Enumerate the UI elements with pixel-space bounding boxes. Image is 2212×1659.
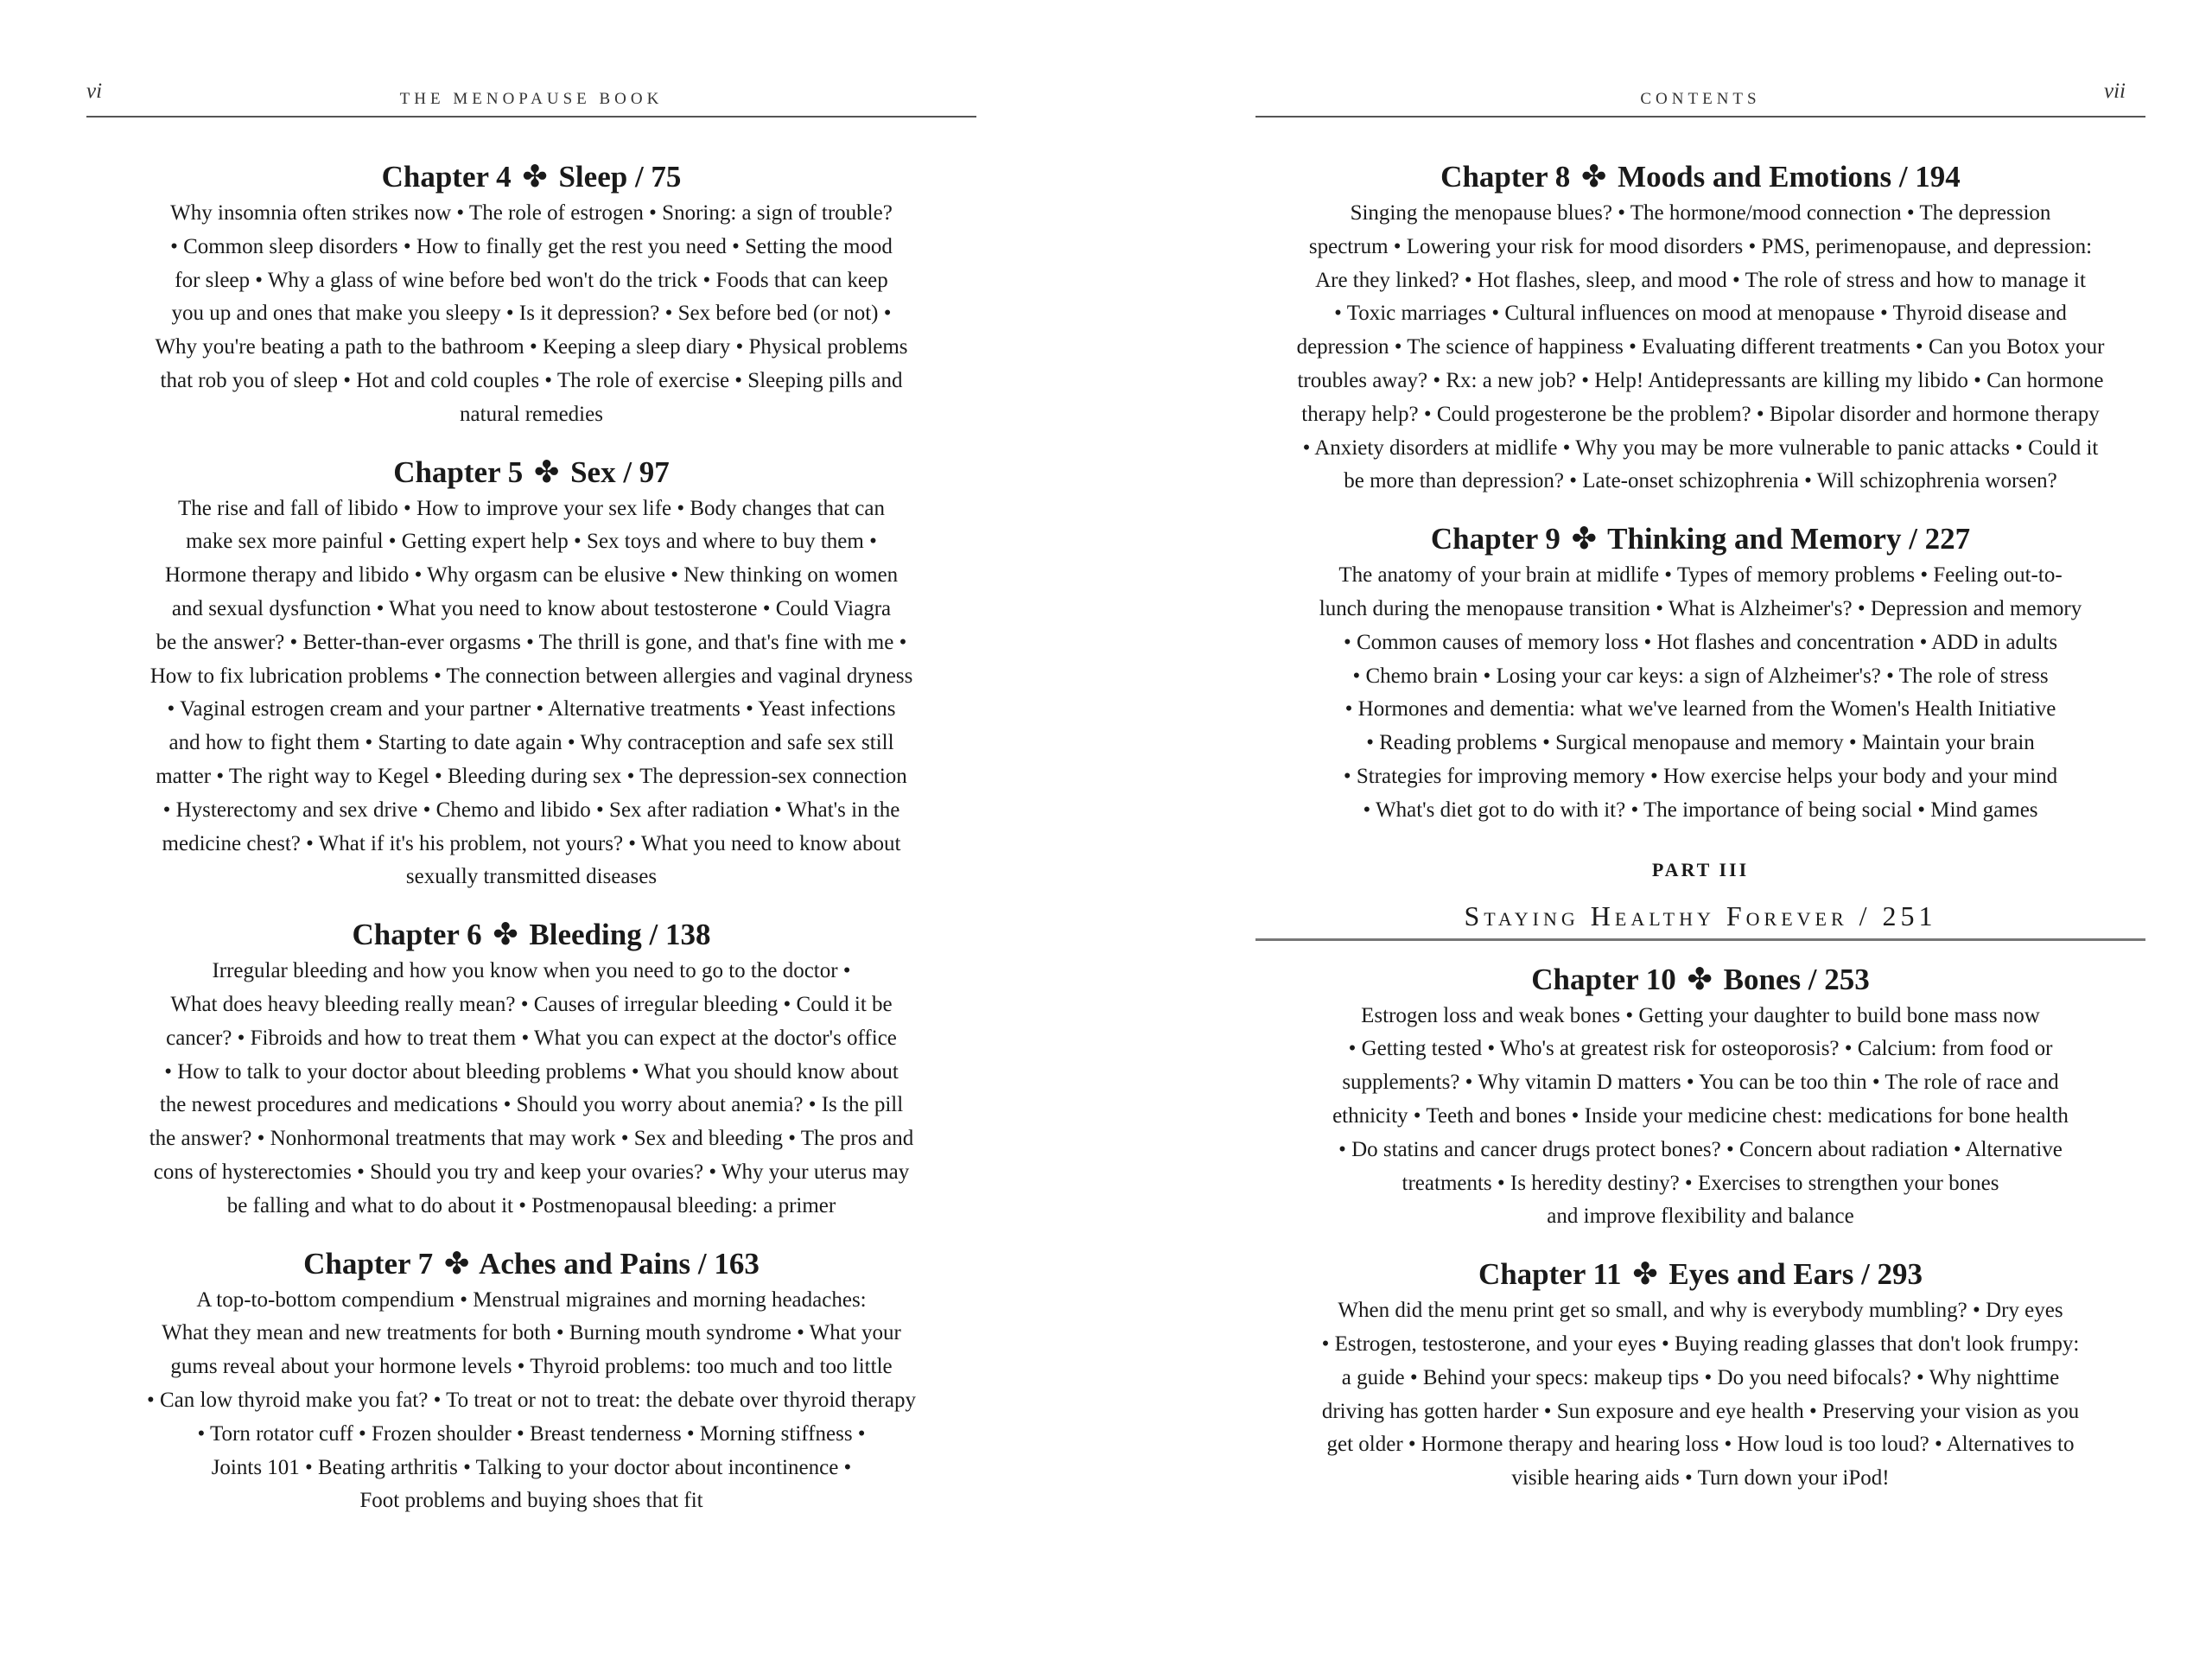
topic-line: How to fix lubrication problems • The connection between allergies and vaginal dryness bbox=[149, 664, 913, 688]
chapter-topics bbox=[1266, 1000, 2135, 1235]
topic-line: Foot problems and buying shoes that fit bbox=[359, 1489, 703, 1513]
chapter-topics bbox=[97, 197, 966, 432]
chapter-heading bbox=[1255, 1255, 2145, 1294]
topic-line: get older • Hormone therapy and hearing loss • How loud is too loud? • Alternatives to bbox=[1326, 1433, 2075, 1457]
header-rule bbox=[86, 116, 976, 118]
topic-line: spectrum • Lowering your risk for mood disorders • PMS, perimenopause, and depression: bbox=[1308, 234, 2093, 258]
contents-list bbox=[86, 157, 976, 1539]
topic-line: • Vaginal estrogen cream and your partner • Alternative treatments • Yeast infections bbox=[167, 697, 896, 721]
chapter-entry bbox=[1255, 519, 2145, 827]
topic-line: a guide • Behind your specs: makeup tips • Do you need bifocals? • Why nighttime bbox=[1341, 1365, 2060, 1389]
ornament-icon: ✤ bbox=[493, 918, 518, 952]
topic-line: Singing the menopause blues? • The hormone/mood connection • The depression bbox=[1350, 201, 2051, 225]
topic-line: Why insomnia often strikes now • The role of estrogen • Snoring: a sign of trouble? bbox=[170, 201, 893, 225]
chapter-entry bbox=[86, 157, 976, 432]
topic-line: • Common causes of memory loss • Hot flashes and concentration • ADD in adults bbox=[1343, 630, 2058, 654]
topic-line: Are they linked? • Hot flashes, sleep, and mood • The role of stress and how to manage it bbox=[1315, 268, 2086, 292]
chapter-topics bbox=[97, 1284, 966, 1519]
running-head: CONTENTS bbox=[1640, 90, 1761, 108]
topic-line: depression • The science of happiness • Evaluating different treatments • Can you Botox your bbox=[1296, 335, 2105, 359]
topic-line: medicine chest? • What if it's his problem, not yours? • What you need to know about bbox=[162, 831, 901, 855]
chapter-entry bbox=[86, 915, 976, 1223]
running-head: THE MENOPAUSE BOOK bbox=[399, 90, 664, 108]
topic-line: sexually transmitted diseases bbox=[405, 865, 658, 889]
topic-line: Joints 101 • Beating arthritis • Talking to your doctor about incontinence • bbox=[211, 1455, 852, 1479]
chapter-number: Chapter 7 bbox=[303, 1246, 434, 1281]
topic-line: driving has gotten harder • Sun exposure and eye health • Preserving your vision as you bbox=[1321, 1399, 2080, 1423]
ornament-icon: ✤ bbox=[522, 160, 548, 194]
chapter-entry bbox=[1255, 1255, 2145, 1496]
topic-line: When did the menu print get so small, and why is everybody mumbling? • Dry eyes bbox=[1338, 1299, 2063, 1323]
topic-line: Irregular bleeding and how you know when you need to go to the doctor • bbox=[212, 959, 851, 983]
topic-line: gums reveal about your hormone levels • Thyroid problems: too much and too little bbox=[170, 1355, 893, 1379]
chapter-title: Bones / 253 bbox=[1723, 962, 1870, 996]
topic-line: A top-to-bottom compendium • Menstrual migraines and morning headaches: bbox=[196, 1287, 867, 1312]
topic-line: Hormone therapy and libido • Why orgasm can be elusive • New thinking on women bbox=[164, 563, 899, 588]
chapter-entry bbox=[1255, 157, 2145, 499]
topic-line: • Anxiety disorders at midlife • Why you may be more vulnerable to panic attacks • Could it bbox=[1302, 435, 2099, 460]
chapter-title: Sleep / 75 bbox=[558, 160, 682, 194]
ornament-icon: ✤ bbox=[443, 1246, 470, 1281]
contents-list bbox=[1255, 157, 2145, 1516]
topic-line: The rise and fall of libido • How to improve your sex life • Body changes that can bbox=[178, 496, 885, 520]
ornament-icon: ✤ bbox=[1632, 1257, 1658, 1292]
chapter-number: Chapter 8 bbox=[1440, 160, 1571, 194]
part-title: Staying Healthy Forever / 251 bbox=[1464, 899, 1937, 931]
topic-line: for sleep • Why a glass of wine before bed won't do the trick • Foods that can keep bbox=[175, 268, 888, 292]
chapter-title: Sex / 97 bbox=[570, 454, 670, 489]
topic-line: • How to talk to your doctor about bleeding problems • What you should know about bbox=[164, 1059, 899, 1084]
topic-line: • Hysterectomy and sex drive • Chemo and libido • Sex after radiation • What's in the bbox=[162, 798, 900, 822]
topic-line: • Hormones and dementia: what we've learned from the Women's Health Initiative bbox=[1344, 697, 2056, 721]
chapter-number: Chapter 4 bbox=[381, 160, 512, 194]
ornament-icon: ✤ bbox=[1571, 522, 1597, 556]
chapter-number: Chapter 5 bbox=[393, 454, 524, 489]
page-number: vi bbox=[86, 79, 103, 103]
right-page bbox=[1106, 0, 2212, 1659]
chapter-number: Chapter 9 bbox=[1430, 522, 1560, 556]
topic-line: you up and ones that make you sleepy • Is it depression? • Sex before bed (or not) • bbox=[171, 302, 892, 326]
topic-line: ethnicity • Teeth and bones • Inside your medicine chest: medications for bone health bbox=[1332, 1103, 2069, 1128]
topic-line: troubles away? • Rx: a new job? • Help! Antidepressants are killing my libido • Can hormone bbox=[1297, 368, 2104, 392]
ornament-icon: ✤ bbox=[1687, 962, 1713, 996]
topic-line: and improve flexibility and balance bbox=[1547, 1205, 1854, 1229]
topic-line: • Can low thyroid make you fat? • To treat or not to treat: the debate over thyroid therapy bbox=[146, 1388, 917, 1412]
topic-line: that rob you of sleep • Hot and cold couples • The role of exercise • Sleeping pills and bbox=[160, 368, 903, 392]
topic-line: • Torn rotator cuff • Frozen shoulder • Breast tenderness • Morning stiffness • bbox=[197, 1421, 866, 1446]
chapter-number: Chapter 11 bbox=[1478, 1257, 1622, 1292]
ornament-icon: ✤ bbox=[1580, 160, 1607, 194]
topic-line: lunch during the menopause transition • What is Alzheimer's? • Depression and memory bbox=[1319, 596, 2082, 620]
chapter-heading bbox=[86, 453, 976, 493]
topic-line: cons of hysterectomies • Should you try and keep your ovaries? • Why your uterus may bbox=[153, 1160, 910, 1184]
topic-line: • Reading problems • Surgical menopause and memory • Maintain your brain bbox=[1366, 731, 2035, 755]
chapter-heading bbox=[1255, 960, 2145, 1000]
part-label: PART III bbox=[1651, 858, 1750, 880]
topic-line: matter • The right way to Kegel • Bleeding during sex • The depression-sex connection bbox=[156, 764, 907, 788]
topic-line: be the answer? • Better-than-ever orgasms • The thrill is gone, and that's fine with me • bbox=[156, 630, 907, 654]
page-number: vii bbox=[2104, 79, 2126, 103]
chapter-title: Thinking and Memory / 227 bbox=[1607, 522, 1971, 556]
topic-line: • Getting tested • Who's at greatest risk for osteoporosis? • Calcium: from food or bbox=[1348, 1037, 2053, 1061]
chapter-title: Eyes and Ears / 293 bbox=[1669, 1257, 1923, 1292]
topic-line: and how to fight them • Starting to date again • Why contraception and safe sex still bbox=[168, 731, 894, 755]
topic-line: • Chemo brain • Losing your car keys: a sign of Alzheimer's? • The role of stress bbox=[1352, 664, 2049, 688]
topic-line: • Common sleep disorders • How to finally get the rest you need • Setting the mood bbox=[170, 234, 893, 258]
chapter-heading bbox=[86, 157, 976, 197]
chapter-topics bbox=[97, 955, 966, 1223]
topic-line: the answer? • Nonhormonal treatments that may work • Sex and bleeding • The pros and bbox=[149, 1127, 914, 1151]
topic-line: • Toxic marriages • Cultural influences on mood at menopause • Thyroid disease and bbox=[1334, 302, 2067, 326]
topic-line: • Do statins and cancer drugs protect bones? • Concern about radiation • Alternative bbox=[1338, 1137, 2063, 1161]
topic-line: the newest procedures and medications • Should you worry about anemia? • Is the pill bbox=[159, 1093, 904, 1117]
topic-line: treatments • Is heredity destiny? • Exercises to strengthen your bones bbox=[1402, 1171, 1999, 1195]
chapter-topics bbox=[97, 493, 966, 895]
chapter-heading bbox=[1255, 519, 2145, 559]
chapter-number: Chapter 6 bbox=[352, 918, 482, 952]
topic-line: What they mean and new treatments for both • Burning mouth syndrome • What your bbox=[162, 1321, 901, 1345]
topic-line: be more than depression? • Late-onset schizophrenia • Will schizophrenia worsen? bbox=[1344, 469, 2057, 493]
topic-line: Estrogen loss and weak bones • Getting your daughter to build bone mass now bbox=[1361, 1003, 2040, 1027]
chapter-heading bbox=[86, 915, 976, 955]
topic-line: • What's diet got to do with it? • The importance of being social • Mind games bbox=[1363, 798, 2038, 822]
chapter-heading bbox=[86, 1244, 976, 1284]
chapter-topics bbox=[1266, 197, 2135, 499]
chapter-topics bbox=[1266, 1294, 2135, 1496]
chapter-entry bbox=[86, 453, 976, 895]
chapter-title: Aches and Pains / 163 bbox=[479, 1246, 760, 1281]
chapter-topics bbox=[1266, 559, 2135, 827]
chapter-title: Bleeding / 138 bbox=[529, 918, 711, 952]
topic-line: supplements? • Why vitamin D matters • You can be too thin • The role of race and bbox=[1342, 1071, 2059, 1095]
header-rule bbox=[1255, 116, 2145, 118]
topic-line: The anatomy of your brain at midlife • Types of memory problems • Feeling out-to- bbox=[1338, 563, 2063, 588]
topic-line: What does heavy bleeding really mean? • Causes of irregular bleeding • Could it be bbox=[170, 992, 893, 1016]
chapter-number: Chapter 10 bbox=[1531, 962, 1676, 996]
topic-line: • Estrogen, testosterone, and your eyes • Buying reading glasses that don't look frumpy: bbox=[1321, 1332, 2080, 1356]
topic-line: visible hearing aids • Turn down your iPod! bbox=[1511, 1466, 1890, 1491]
chapter-entry bbox=[86, 1244, 976, 1519]
chapter-entry bbox=[1255, 960, 2145, 1235]
topic-line: and sexual dysfunction • What you need to know about testosterone • Could Viagra bbox=[171, 596, 892, 620]
topic-line: therapy help? • Could progesterone be the problem? • Bipolar disorder and hormone therapy bbox=[1301, 402, 2100, 426]
topic-line: • Strategies for improving memory • How exercise helps your body and your mind bbox=[1343, 764, 2058, 788]
chapter-title: Moods and Emotions / 194 bbox=[1618, 160, 1961, 194]
topic-line: cancer? • Fibroids and how to treat them • What you can expect at the doctor's office bbox=[166, 1026, 897, 1050]
topic-line: Why you're beating a path to the bathroom • Keeping a sleep diary • Physical problems bbox=[155, 335, 908, 359]
part-rule bbox=[1255, 938, 2145, 941]
chapter-heading bbox=[1255, 157, 2145, 197]
topic-line: natural remedies bbox=[460, 402, 603, 426]
topic-line: make sex more painful • Getting expert help • Sex toys and where to buy them • bbox=[186, 530, 877, 554]
topic-line: be falling and what to do about it • Postmenopausal bleeding: a primer bbox=[226, 1193, 836, 1217]
ornament-icon: ✤ bbox=[534, 454, 560, 489]
